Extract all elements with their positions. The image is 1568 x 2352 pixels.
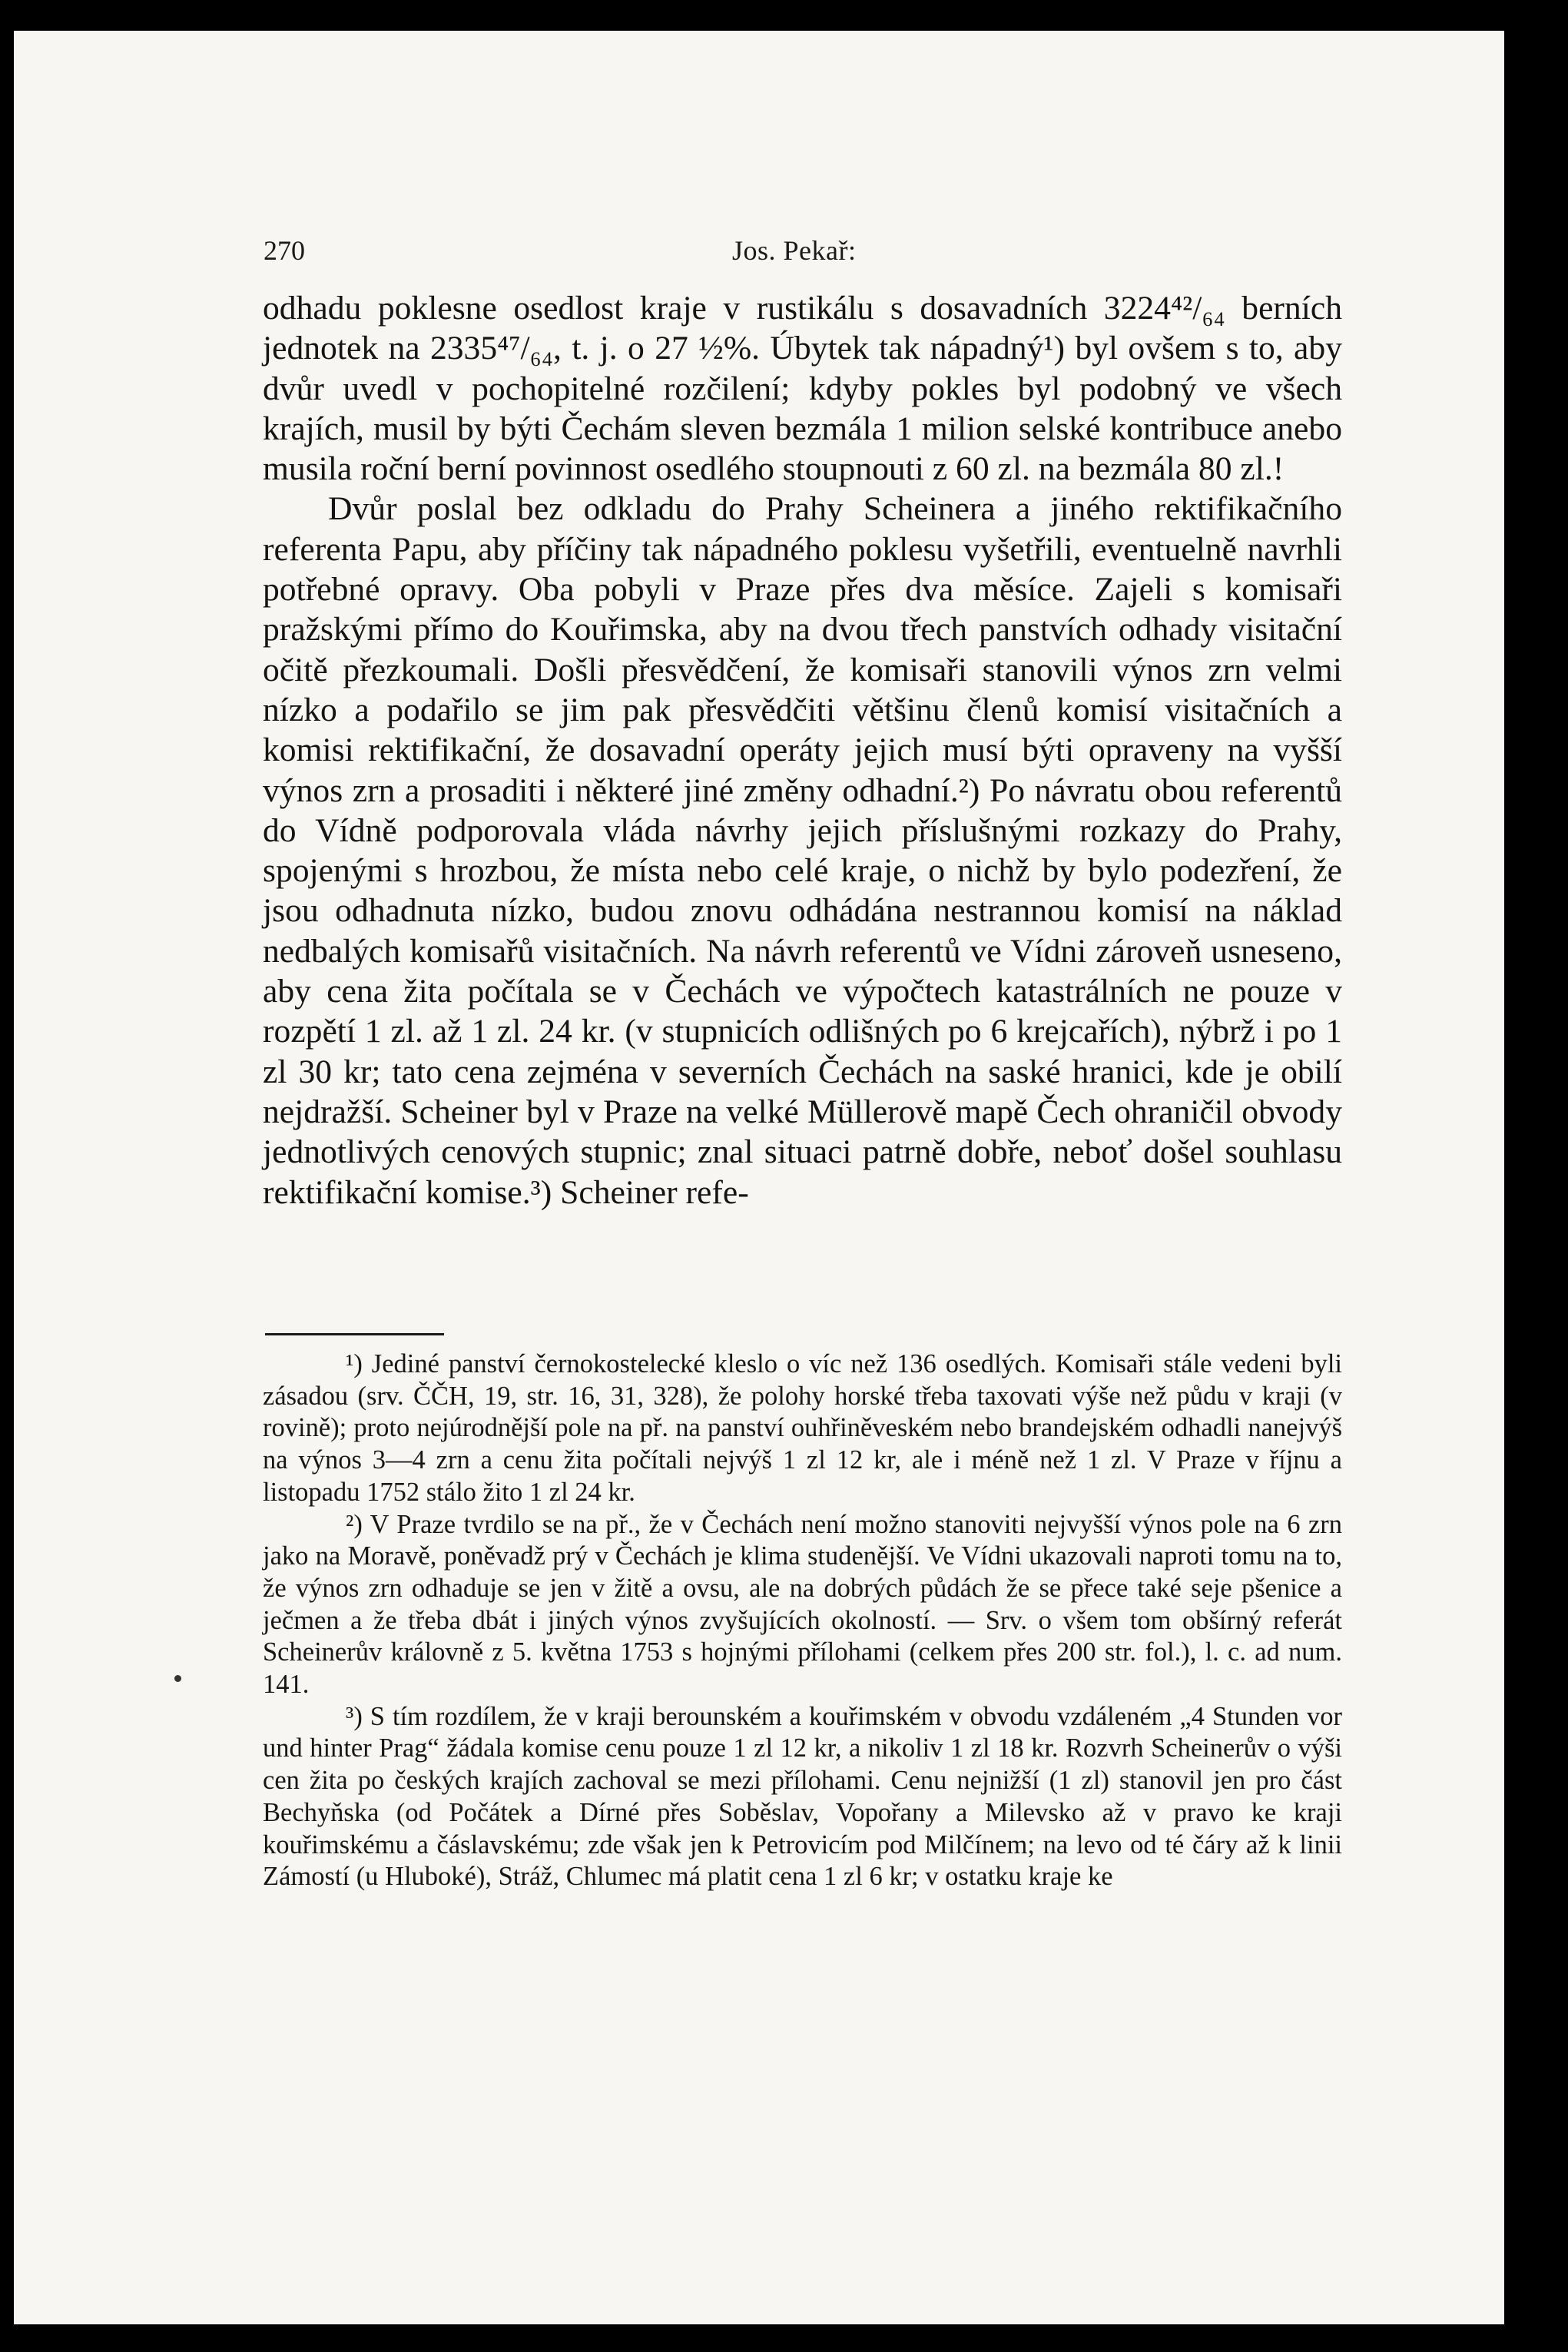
margin-dot	[174, 1675, 181, 1682]
footnotes	[263, 1349, 1342, 1893]
page-number: 270	[264, 235, 305, 266]
footnote-separator	[265, 1333, 444, 1335]
main-text	[263, 288, 1342, 1212]
body-paragraph: odhadu poklesne osedlost kraje v rustikálu s dosavadních 3224⁴²/₆₄ berních jednotek na 2335⁴⁷/₆₄, t. j. o 27 ½%. Úbytek tak nápadný¹) byl ovšem s to, aby dvůr uvedl v pochopitelné rozčilení; kdyby pokles byl podobný ve všech krajích, musil by býti Čechám sleven bezmála 1 milion selské kontribuce anebo musila roční berní povinnost osedlého stoupnouti z 60 zl. na bezmála 80 zl.!	[263, 290, 1342, 488]
body-paragraph: Dvůr poslal bez odkladu do Prahy Scheinera a jiného rektifikačního referenta Papu, aby příčiny tak nápadného poklesu vyšetřili, eventuelně navrhli potřebné opravy. Oba pobyli v Praze přes dva měsíce. Zajeli s komisaři pražskými přímo do Kouřimska, aby na dvou třech panstvích odhady visitační očitě přezkoumali. Došli přesvědčení, že komisaři stanovili výnos zrn velmi nízko a podařilo se jim pak přesvědčiti většinu členů komisí visitačních a komisi rektifikační, že dosavadní operáty jejich musí býti opraveny na vyšší výnos zrn a prosaditi i některé jiné změny odhadní.²) Po návratu obou referentů do Vídně podporovala vláda návrhy jejich příslušnými rozkazy do Prahy, spojenými s hrozbou, že místa nebo celé kraje, o nichž by bylo podezření, že jsou odhadnuta nízko, budou znovu odhádána nestrannou komisí na náklad nedbalých komisařů visitačních. Na návrh referentů ve Vídni zároveň usneseno, aby cena žita počítala se v Čechách ve výpočtech katastrálních ne pouze v rozpětí 1 zl. až 1 zl. 24 kr. (v stupnicích odlišných po 6 krejcařích), nýbrž i po 1 zl 30 kr; tato cena zejména v severních Čechách na saské hranici, kde je obilí nejdražší. Scheiner byl v Praze na velké Müllerově mapě Čech ohraničil obvody jednotlivých cenových stupnic; znal situaci patrně dobře, neboť došel souhlasu rektifikační komise.³) Scheiner refe-	[263, 490, 1342, 1211]
footnote: ²) V Praze tvrdilo se na př., že v Čechách není možno stanoviti nejvyšší výnos pole na 6 zrn jako na Moravě, poněvadž prý v Čechách je klima studenější. Ve Vídni ukazovali naproti tomu na to, že výnos zrn odhaduje se jen v žitě a ovsu, ale na dobrých půdách že se přece také seje pšenice a ječmen a že třeba dbát i jiných výnos zvyšujících okolností. — Srv. o všem tom obšírný referát Scheinerův královně z 5. května 1753 s hojnými přílohami (celkem přes 200 str. fol.), l. c. ad num. 141.	[263, 1509, 1342, 1700]
running-head: Jos. Pekař:	[732, 235, 857, 266]
page-header	[264, 234, 1401, 280]
footnote: ³) S tím rozdílem, že v kraji berounském a kouřimském v obvodu vzdáleném „4 Stunden vor und hinter Prag“ žádala komise cenu pouze 1 zl 12 kr, a nikoliv 1 zl 18 kr. Rozvrh Scheinerův o výši cen žita po českých krajích zachoval se mezi přílohami. Cenu nejnižší (1 zl) stanovil jen pro část Bechyňska (od Počátek a Dírné přes Soběslav, Vopořany a Milevsko až v pravo ke kraji kouřimskému a čáslavskému; zde však jen k Petrovicím pod Milčínem; na levo od té čáry až k linii Zámostí (u Hluboké), Stráž, Chlumec má platit cena 1 zl 6 kr; v ostatku kraje ke	[263, 1701, 1342, 1892]
footnote: ¹) Jediné panství černokostelecké kleslo o víc než 136 osedlých. Komisaři stále vedeni byli zásadou (srv. ČČH, 19, str. 16, 31, 328), že polohy horské třeba taxovati výše než půdu v kraji (v rovině); proto nejúrodnější pole na př. na panství ouhřiněveském nebo brandejském odhadli nanejvýš na výnos 3—4 zrn a cenu žita počítali nejvýš 1 zl 12 kr, ale i méně než 1 zl. V Praze v říjnu a listopadu 1752 stálo žito 1 zl 24 kr.	[263, 1349, 1342, 1507]
